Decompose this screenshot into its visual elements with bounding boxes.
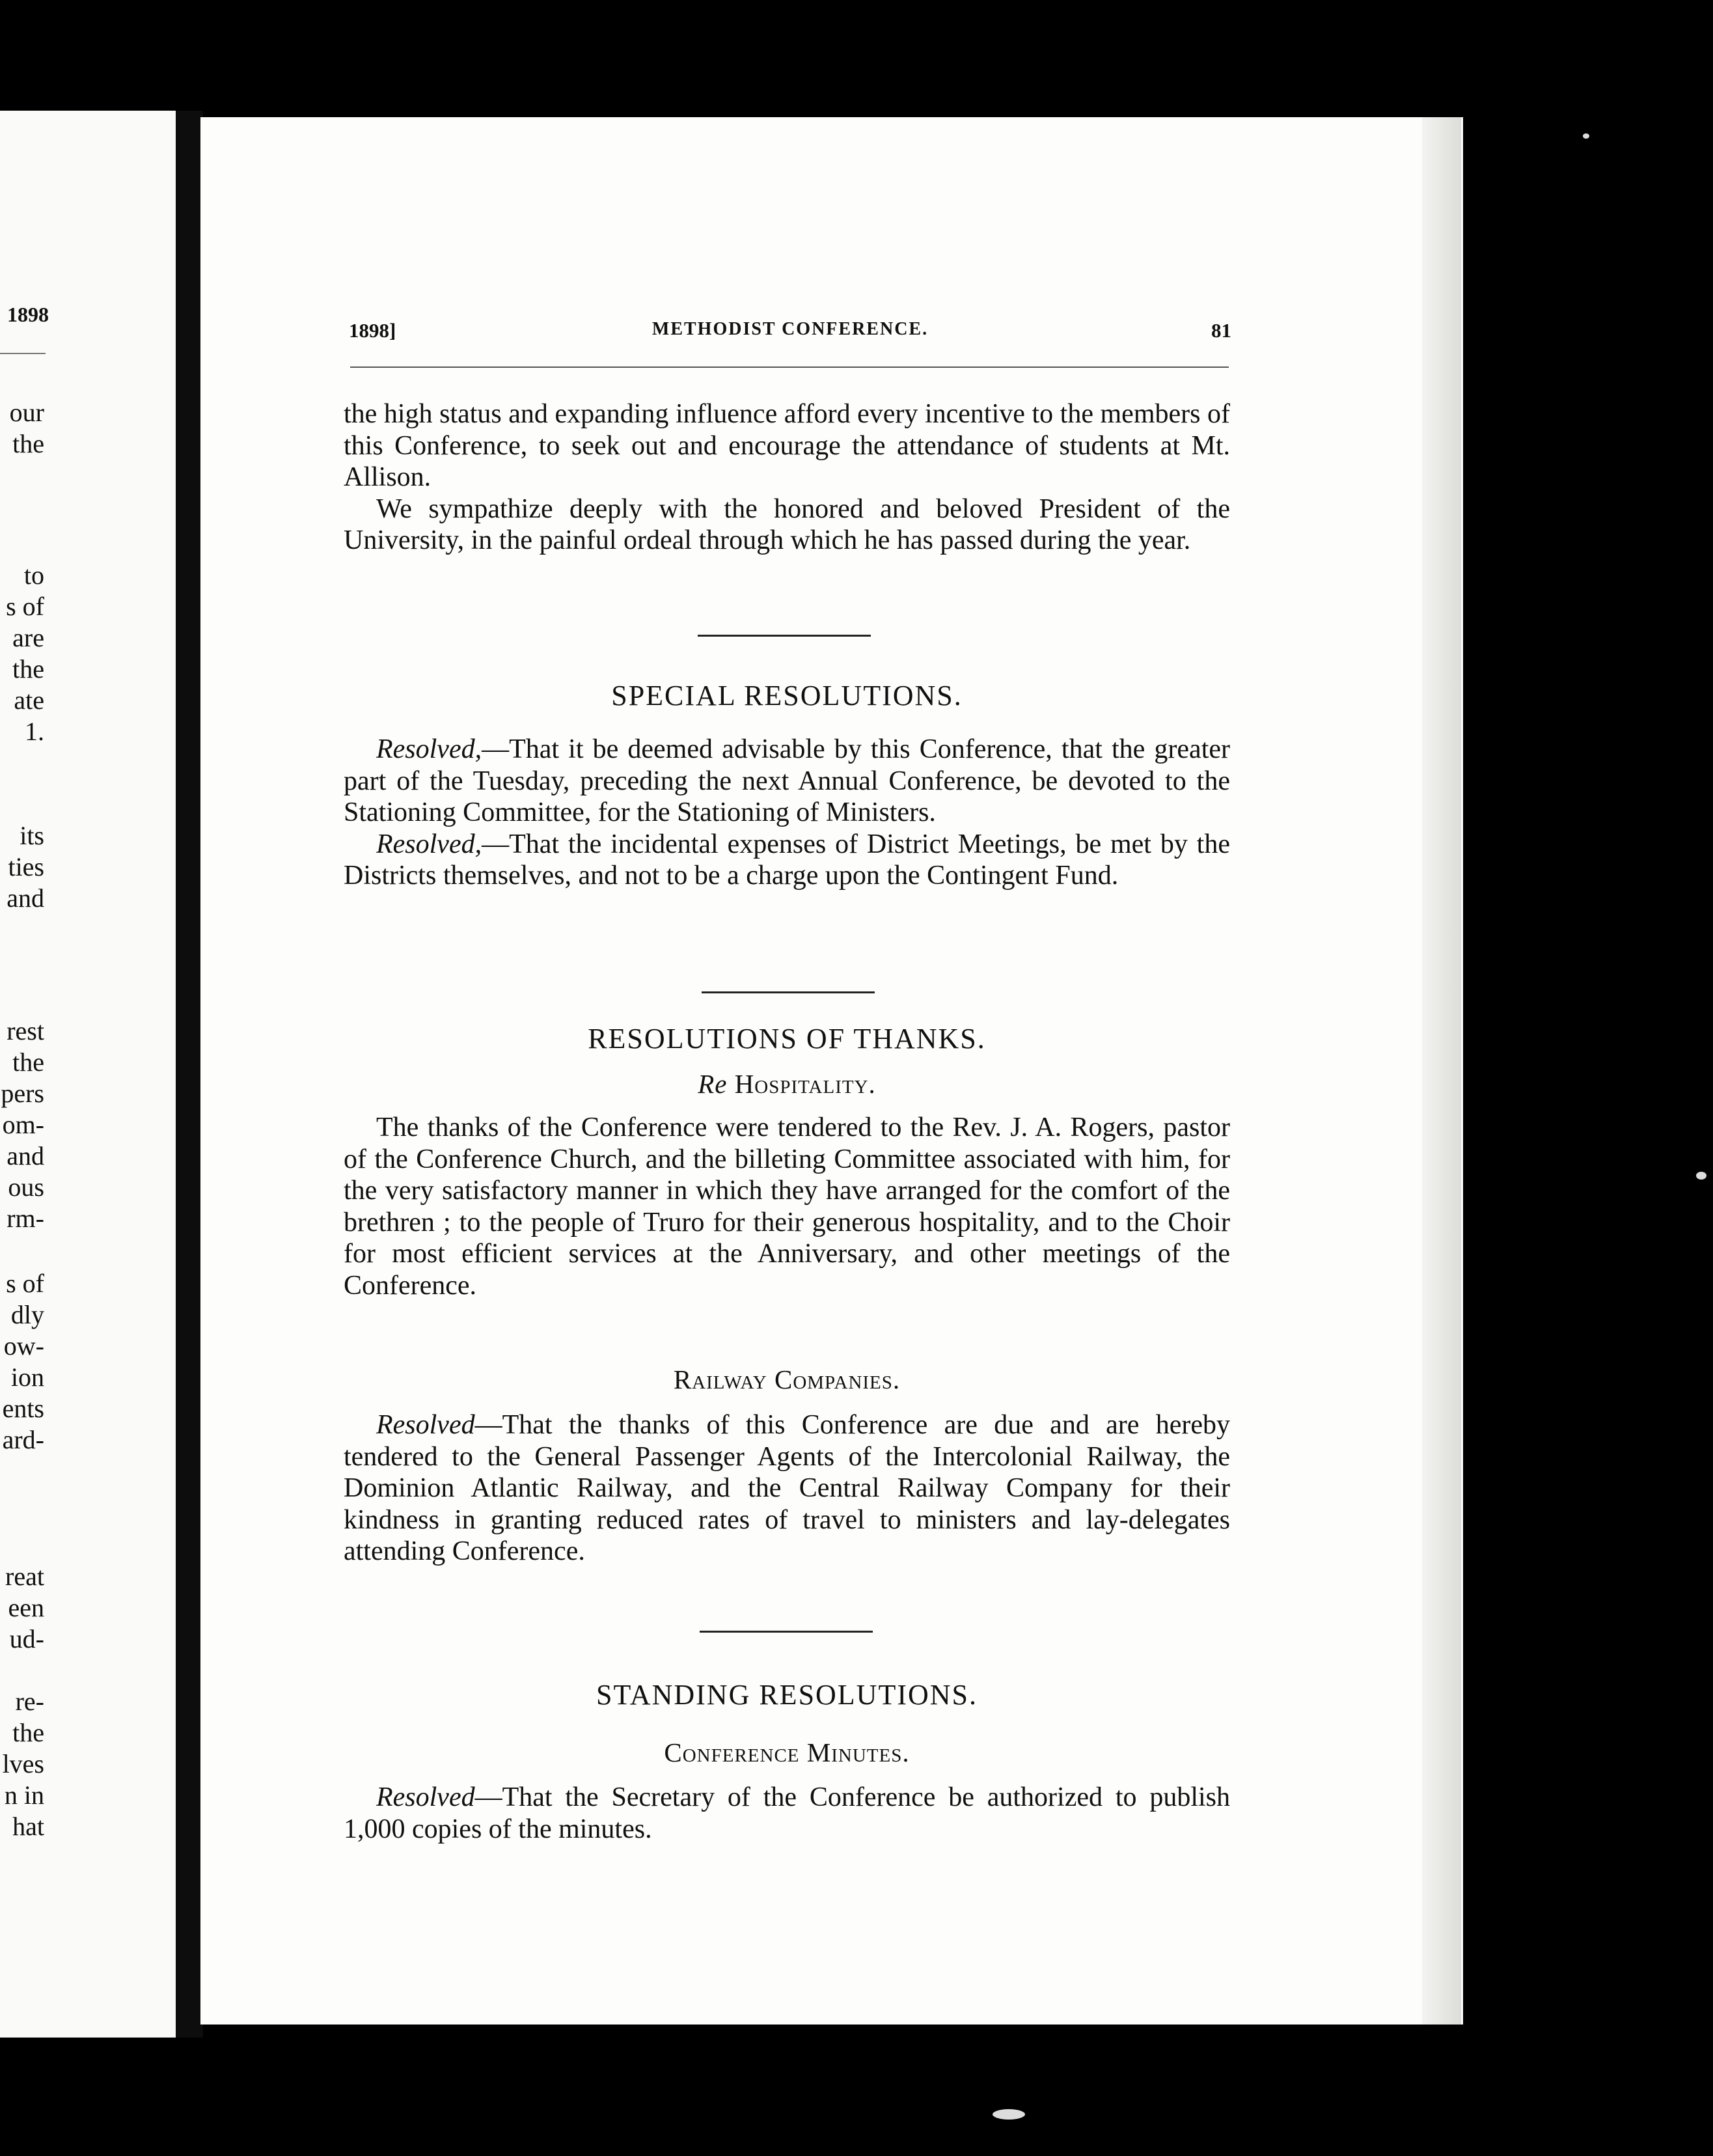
hospitality-subheading bbox=[344, 1068, 1230, 1099]
header-rule bbox=[350, 366, 1229, 368]
left-page-fragment: our bbox=[9, 398, 44, 427]
thanks-heading: RESOLUTIONS OF THANKS. bbox=[588, 1023, 986, 1055]
left-page-fragment: s of bbox=[6, 592, 44, 621]
left-page-fragment: rm- bbox=[7, 1204, 44, 1233]
left-page-year: 1898 bbox=[7, 303, 49, 326]
left-page-fragment: ties bbox=[8, 852, 44, 881]
left-page-fragment: the bbox=[12, 1718, 44, 1747]
left-page-fragment: rest bbox=[7, 1016, 44, 1045]
scan-speck bbox=[1583, 133, 1589, 139]
conference-minutes-subheading: Conference Minutes. bbox=[664, 1737, 910, 1767]
re-label: Re bbox=[698, 1069, 728, 1099]
running-header bbox=[349, 319, 1231, 345]
left-page-fragment: reat bbox=[5, 1562, 44, 1591]
page-edge-shadow bbox=[1422, 117, 1461, 2025]
resolved-lead: Resolved, bbox=[376, 734, 482, 764]
intro-paragraph-2: We sympathize deeply with the honored and beloved President of the University, in the painful ordeal through which he has passed during the year. bbox=[344, 493, 1230, 555]
header-year: 1898] bbox=[349, 319, 396, 342]
left-page-fragment: and bbox=[7, 1141, 44, 1170]
section-separator bbox=[700, 1631, 873, 1633]
left-page-fragment: ard- bbox=[2, 1425, 44, 1454]
left-page-fragment: s of bbox=[6, 1269, 44, 1298]
scan-speck bbox=[1696, 1172, 1706, 1180]
left-page-fragment: re- bbox=[15, 1687, 44, 1716]
section-separator bbox=[698, 635, 871, 637]
left-page-fragment: are bbox=[12, 623, 44, 652]
left-page-fragment: ud- bbox=[9, 1624, 44, 1653]
resolution-text: —That the Secretary of the Conference be authorized to publish 1,000 copies of the minutes. bbox=[344, 1782, 1230, 1844]
left-page-fragment: om- bbox=[2, 1110, 44, 1139]
left-page-fragment: ents bbox=[2, 1394, 44, 1423]
resolved-lead: Resolved bbox=[376, 1782, 475, 1812]
book-gutter bbox=[176, 111, 203, 2038]
resolution-text: —That the thanks of this Conference are due and are hereby tendered to the General Passenger Agents of the Intercolonial Railway, the Dominion Atlantic Railway, and the Central Railway Company for their kindness in granting reduced rates of travel to ministers and lay-delegates attending Conference. bbox=[344, 1410, 1230, 1566]
special-resolution-1 bbox=[344, 734, 1230, 829]
header-title: METHODIST CONFERENCE. bbox=[651, 319, 929, 339]
section-separator bbox=[702, 991, 875, 993]
header-page-number: 81 bbox=[1211, 319, 1231, 342]
left-page-fragment: ate bbox=[14, 685, 44, 715]
standing-resolution bbox=[344, 1782, 1230, 1845]
hospitality-label: Hospitality. bbox=[734, 1069, 876, 1099]
left-page-fragment: n in bbox=[4, 1780, 44, 1810]
left-page-fragment: the bbox=[12, 1047, 44, 1077]
standing-resolutions-heading: STANDING RESOLUTIONS. bbox=[596, 1679, 978, 1711]
hospitality-text bbox=[344, 1112, 1230, 1301]
special-resolutions-heading: SPECIAL RESOLUTIONS. bbox=[611, 680, 963, 712]
left-page-rule bbox=[0, 353, 46, 354]
left-page-fragment: its bbox=[20, 821, 44, 850]
scan-speck bbox=[993, 2109, 1025, 2120]
special-resolutions-text bbox=[344, 734, 1230, 892]
left-page-fragment: een bbox=[8, 1593, 44, 1622]
standing-text bbox=[344, 1782, 1230, 1845]
left-page-fragment: and bbox=[7, 883, 44, 913]
resolution-text: —That the incidental expenses of District Meetings, be met by the Districts themselves, and not to be a charge upon the Contingent Fund. bbox=[344, 829, 1230, 891]
left-page-fragment: the bbox=[12, 429, 44, 458]
railway-subheading: Railway Companies. bbox=[673, 1364, 901, 1394]
resolved-lead: Resolved bbox=[376, 1410, 475, 1440]
railway-text bbox=[344, 1409, 1230, 1568]
left-page-fragment: lves bbox=[2, 1749, 44, 1778]
resolution-text: —That it be deemed advisable by this Conference, that the greater part of the Tuesday, preceding the next Annual Conference, be devoted to the Stationing Committee, for the Stationing of Ministers. bbox=[344, 734, 1230, 827]
intro-paragraph-1: the high status and expanding influence afford every incentive to the members of this Conference, to seek out and encourage the attendance of students at Mt. Allison. bbox=[344, 399, 1230, 492]
left-page-fragment: ion bbox=[10, 1362, 44, 1392]
resolved-lead: Resolved, bbox=[376, 829, 482, 859]
left-page-fragment: pers bbox=[1, 1079, 44, 1108]
left-page-fragment: hat bbox=[12, 1812, 44, 1841]
left-page-fragment: ous bbox=[8, 1172, 44, 1202]
special-resolution-2 bbox=[344, 829, 1230, 892]
left-page-fragment: ow- bbox=[3, 1331, 44, 1361]
left-page-fragment: dly bbox=[10, 1300, 44, 1329]
left-facing-page bbox=[0, 111, 189, 2038]
left-page-fragment: 1. bbox=[25, 717, 44, 746]
left-page-fragment: to bbox=[23, 560, 44, 590]
hospitality-paragraph: The thanks of the Conference were tendered to the Rev. J. A. Rogers, pastor of the Conference Church, and the billeting Committee associated with him, for the very satisfactory manner in which they have arranged for the comfort of the brethren ; to the people of Truro for their generous hospitality, and to the Choir for most efficient services at the Anniversary, and other meetings of the Conference. bbox=[344, 1113, 1230, 1301]
intro-text bbox=[344, 398, 1230, 557]
railway-resolution bbox=[344, 1409, 1230, 1568]
left-page-fragment: the bbox=[12, 654, 44, 684]
